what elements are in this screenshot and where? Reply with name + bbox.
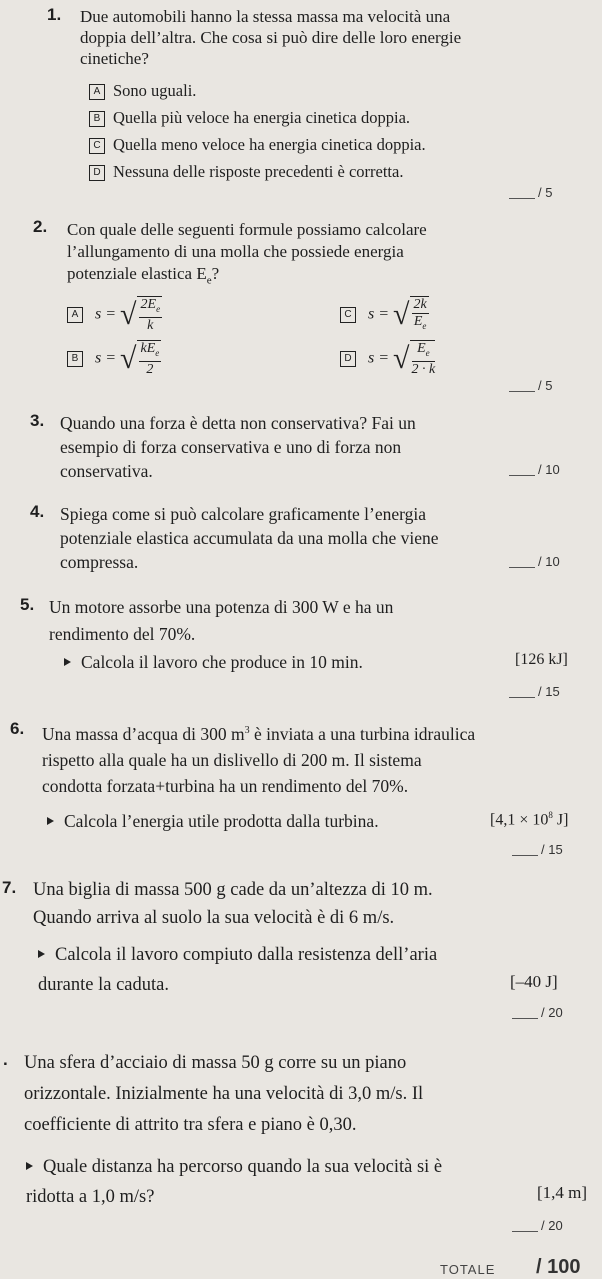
- q6-task: Calcola l’energia utile prodotta dalla turbina.: [47, 809, 379, 833]
- q2-option-a[interactable]: A s = √ $\frac{2E_e}{k}$: [67, 296, 162, 334]
- q8-answer: [1,4 m]: [537, 1183, 588, 1202]
- total-label: TOTALE: [440, 1262, 496, 1277]
- q7-score[interactable]: / 20: [512, 1005, 563, 1020]
- q5-number: 5.: [20, 595, 35, 614]
- bullet-arrow-icon: [26, 1162, 33, 1170]
- q1-line: doppia dell’altra. Che cosa si può dire delle loro energie: [80, 28, 462, 47]
- q1-option-b[interactable]: [89, 108, 410, 128]
- q6-number: 6.: [10, 719, 25, 738]
- option-text: Nessuna delle risposte precedenti è corretta.: [113, 162, 404, 181]
- q6-score[interactable]: / 15: [512, 842, 563, 857]
- option-letter-box: A: [89, 84, 105, 100]
- q3-line: esempio di forza conservativa e uno di forza non: [60, 437, 402, 457]
- q3-score[interactable]: / 10: [509, 462, 560, 477]
- option-text: Sono uguali.: [113, 81, 197, 100]
- q6-text: Una massa d’acqua di 300 $m^3$ è inviata a una turbina idraulica rispetto alla quale ha un dislivello di 200 m. Il sistema condotta forzata+turbina ha un rendimento del 70%.: [42, 718, 475, 799]
- q2-line: potenziale elastica E: [67, 264, 207, 283]
- q5-line: Un motore assorbe una potenza di 300 W e ha un: [49, 597, 394, 617]
- q5-answer: [126 kJ]: [515, 651, 568, 668]
- option-text: Quella più veloce ha energia cinetica doppia.: [113, 108, 411, 127]
- q5-score[interactable]: / 15: [509, 684, 560, 699]
- q6-answer: [$4,1 \times 10^8$ J]: [490, 810, 569, 829]
- q1-option-a[interactable]: [89, 81, 196, 101]
- q7-line: Quando arriva al suolo la sua velocità è di 6 m/s.: [33, 908, 395, 928]
- q4-line: Spiega come si può calcolare graficamente l’energia: [60, 504, 427, 524]
- q2-line: Con quale delle seguenti formule possiamo calcolare: [67, 220, 427, 239]
- q2-option-b[interactable]: B s = √ $\frac{kE_e}{2}$: [67, 340, 161, 378]
- q8-line: orizzontale. Inizialmente ha una velocità di 3,0 m/s. Il: [24, 1084, 424, 1104]
- q7-number: 7.: [2, 878, 17, 897]
- q4-line: potenziale elastica accumulata da una molla che viene: [60, 528, 439, 548]
- q8-score[interactable]: / 20: [512, 1218, 563, 1233]
- q2-option-d[interactable]: D s = √ $\frac{E_e}{2 \cdot k}$: [340, 340, 435, 378]
- bullet-arrow-icon: [64, 658, 71, 666]
- q4-score[interactable]: / 10: [509, 554, 560, 569]
- q6-line: condotta forzata+turbina ha un rendimento del 70%.: [42, 775, 409, 796]
- q3-number: 3.: [30, 411, 45, 430]
- bullet-arrow-icon: [38, 950, 45, 958]
- q1-option-d[interactable]: [89, 162, 403, 182]
- option-text: Quella meno veloce ha energia cinetica doppia.: [113, 135, 426, 154]
- q3-line: Quando una forza è detta non conservativa? Fai un: [60, 413, 416, 433]
- q3-line: conservativa.: [60, 461, 153, 481]
- q4-number: 4.: [30, 502, 45, 521]
- q7-line: Una biglia di massa 500 g cade da un’altezza di 10 m.: [33, 880, 433, 900]
- q8-line: Una sfera d’acciaio di massa 50 g corre su un piano: [24, 1053, 407, 1073]
- q5-text: [49, 594, 393, 648]
- q7-task: Calcola il lavoro compiuto dalla resistenza dell’aria durante la caduta.: [38, 945, 438, 995]
- q3-text: [60, 411, 416, 483]
- q1-line: cinetiche?: [80, 49, 149, 68]
- q8-text: [24, 1048, 423, 1141]
- q2-text: Con quale delle seguenti formule possiamo calcolare l’allungamento di una molla che possiede energia potenziale elastica $E_e$?: [67, 220, 427, 287]
- q1-option-c[interactable]: [89, 135, 426, 155]
- q1-text: [80, 6, 461, 69]
- q8-task: Quale distanza ha percorso quando la sua velocità si è ridotta a 1,0 m/s?: [26, 1157, 443, 1207]
- q1-line: Due automobili hanno la stessa massa ma velocità una: [80, 7, 451, 26]
- q6-line: rispetto alla quale ha un dislivello di 200 m. Il sistema: [42, 749, 422, 770]
- q2-number: 2.: [33, 217, 48, 236]
- q2-option-c[interactable]: C s = √ $\frac{2k}{E_e}$: [340, 296, 429, 334]
- q2-line: l’allungamento di una molla che possiede energia: [67, 242, 404, 261]
- option-letter-box: D: [89, 165, 105, 181]
- q2-score[interactable]: / 5: [509, 378, 552, 393]
- q4-text: [60, 502, 439, 574]
- option-letter-box: C: [89, 138, 105, 154]
- bullet-arrow-icon: [47, 817, 54, 825]
- total-score[interactable]: / 100: [536, 1256, 581, 1278]
- q8-line: coefficiente di attrito tra sfera e piano è 0,30.: [24, 1115, 357, 1135]
- q5-line: rendimento del 70%.: [49, 624, 196, 644]
- q8-number: .: [3, 1050, 8, 1069]
- q5-task: Calcola il lavoro che produce in 10 min.: [64, 650, 363, 674]
- q1-number: 1.: [47, 5, 62, 24]
- q7-answer: [–40 J]: [510, 972, 558, 991]
- option-letter-box: B: [89, 111, 105, 127]
- q1-score[interactable]: / 5: [509, 185, 552, 200]
- q7-text: [33, 876, 433, 932]
- q4-line: compressa.: [60, 552, 139, 572]
